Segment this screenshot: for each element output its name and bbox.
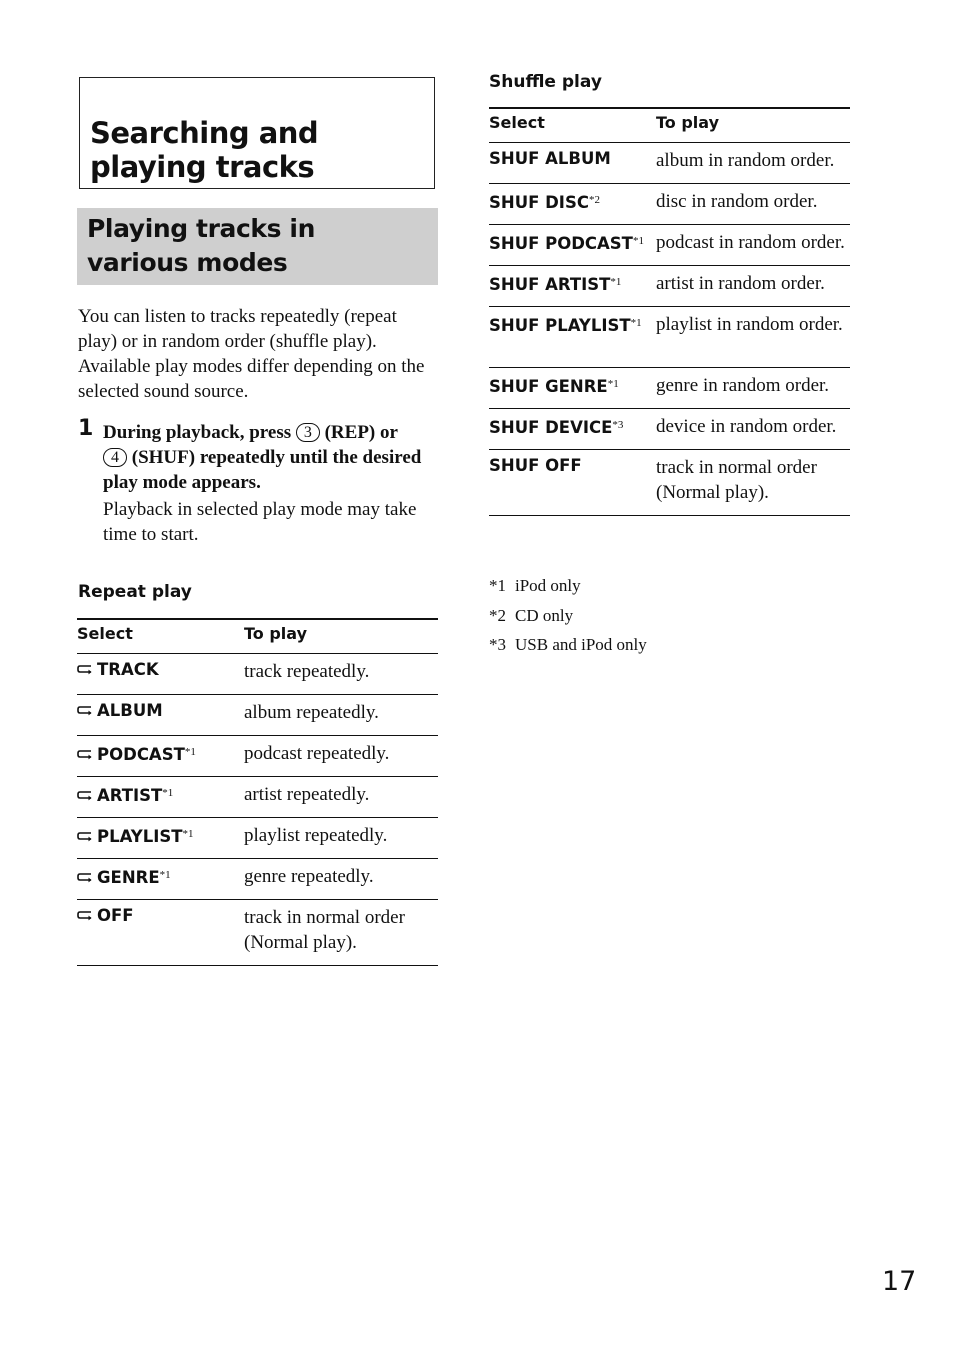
mode-description: podcast repeatedly. bbox=[244, 735, 438, 776]
table-row bbox=[489, 224, 850, 265]
mode-description: artist in random order. bbox=[656, 265, 850, 306]
column-header-select: Select bbox=[489, 108, 656, 142]
page-title: Searching and playing tracks bbox=[90, 116, 319, 184]
footnote-ref: *1 bbox=[630, 316, 642, 329]
mode-description: genre repeatedly. bbox=[244, 858, 438, 899]
repeat-play-table bbox=[77, 618, 438, 966]
mode-label: SHUF GENRE bbox=[489, 376, 608, 396]
repeat-icon bbox=[77, 906, 93, 918]
table-row bbox=[489, 183, 850, 224]
mode-option bbox=[489, 408, 656, 449]
mode-description: playlist in random order. bbox=[656, 306, 850, 367]
footnotes bbox=[489, 576, 647, 665]
mode-option bbox=[77, 899, 244, 965]
mode-label: SHUF PODCAST bbox=[489, 233, 633, 253]
footnote-ref: *3 bbox=[612, 418, 624, 431]
button-4-label: (SHUF) repeatedly until the desired play mode appears. bbox=[103, 447, 422, 493]
mode-option bbox=[77, 653, 244, 694]
button-3-label: (REP) or bbox=[324, 422, 398, 443]
mode-label: SHUF DISC bbox=[489, 192, 589, 212]
step-number: 1 bbox=[78, 416, 94, 441]
footnote-ref: *1 bbox=[632, 234, 644, 247]
table-row bbox=[489, 142, 850, 183]
mode-description: artist repeatedly. bbox=[244, 776, 438, 817]
repeat-play-heading: Repeat play bbox=[78, 582, 192, 602]
repeat-play-rows bbox=[77, 653, 438, 965]
table-row bbox=[77, 653, 438, 694]
column-header-to-play: To play bbox=[656, 108, 850, 142]
title-box bbox=[79, 77, 435, 189]
footnote-ref: *1 bbox=[162, 786, 174, 799]
footnote bbox=[489, 576, 647, 606]
mode-label: SHUF ARTIST bbox=[489, 274, 611, 294]
footnote-text: CD only bbox=[515, 605, 574, 625]
footnote-ref: *1 bbox=[159, 868, 171, 881]
mode-option bbox=[77, 776, 244, 817]
shuffle-play-heading: Shuffle play bbox=[489, 72, 602, 92]
mode-label: SHUF DEVICE bbox=[489, 417, 613, 437]
table-row bbox=[489, 408, 850, 449]
footnote-text: USB and iPod only bbox=[515, 635, 647, 654]
mode-option bbox=[489, 367, 656, 408]
mode-description: album repeatedly. bbox=[244, 694, 438, 735]
footnote-ref: *1 bbox=[184, 745, 196, 758]
footnote-mark: *1 bbox=[489, 576, 506, 595]
mode-label: TRACK bbox=[97, 659, 159, 679]
column-header-select: Select bbox=[77, 619, 244, 653]
step-instruction bbox=[103, 420, 443, 495]
repeat-icon bbox=[77, 660, 93, 672]
button-4-icon: 4 bbox=[103, 448, 127, 467]
footnote-ref: *1 bbox=[607, 377, 619, 390]
footnote-mark: *2 bbox=[489, 605, 506, 625]
column-header-to-play: To play bbox=[244, 619, 438, 653]
footnote-text: iPod only bbox=[515, 576, 581, 595]
table-row bbox=[77, 735, 438, 776]
mode-option bbox=[489, 449, 656, 515]
mode-label: SHUF OFF bbox=[489, 455, 582, 475]
repeat-icon bbox=[77, 701, 93, 713]
mode-description: playlist repeatedly. bbox=[244, 817, 438, 858]
button-3-icon: 3 bbox=[296, 423, 320, 442]
mode-option bbox=[489, 142, 656, 183]
table-row bbox=[77, 776, 438, 817]
table-row bbox=[77, 858, 438, 899]
mode-option bbox=[489, 224, 656, 265]
mode-label: OFF bbox=[97, 905, 134, 925]
mode-label: ARTIST bbox=[97, 785, 163, 805]
table-row bbox=[77, 899, 438, 965]
table-row bbox=[489, 306, 850, 367]
footnote-ref: *1 bbox=[610, 275, 622, 288]
mode-description: disc in random order. bbox=[656, 183, 850, 224]
mode-description: device in random order. bbox=[656, 408, 850, 449]
mode-option bbox=[489, 306, 656, 367]
mode-description: track in normal order (Normal play). bbox=[656, 449, 850, 515]
table-header-row bbox=[77, 619, 438, 653]
mode-option bbox=[77, 694, 244, 735]
mode-option bbox=[77, 735, 244, 776]
step-text-before: During playback, press bbox=[103, 422, 292, 443]
repeat-icon bbox=[77, 745, 93, 757]
mode-option bbox=[489, 265, 656, 306]
mode-option bbox=[489, 183, 656, 224]
repeat-icon bbox=[77, 868, 93, 880]
section-header bbox=[77, 208, 438, 285]
section-title: Playing tracks in various modes bbox=[87, 214, 316, 277]
footnote-ref: *1 bbox=[182, 827, 194, 840]
footnote-mark: *3 bbox=[489, 635, 506, 654]
table-row bbox=[489, 449, 850, 515]
shuffle-play-table bbox=[489, 107, 850, 516]
table-row bbox=[489, 367, 850, 408]
footnote-ref: *2 bbox=[588, 193, 600, 206]
mode-description: podcast in random order. bbox=[656, 224, 850, 265]
table-header-row bbox=[489, 108, 850, 142]
mode-label: GENRE bbox=[97, 867, 160, 887]
mode-description: track repeatedly. bbox=[244, 653, 438, 694]
mode-option bbox=[77, 858, 244, 899]
mode-description: album in random order. bbox=[656, 142, 850, 183]
footnote bbox=[489, 606, 647, 636]
mode-label: SHUF ALBUM bbox=[489, 148, 611, 168]
step-note: Playback in selected play mode may take time to start. bbox=[103, 499, 417, 545]
shuffle-play-rows bbox=[489, 142, 850, 515]
mode-description: track in normal order (Normal play). bbox=[244, 899, 438, 965]
mode-label: SHUF PLAYLIST bbox=[489, 315, 631, 335]
repeat-icon bbox=[77, 786, 93, 798]
mode-label: PLAYLIST bbox=[97, 826, 183, 846]
table-row bbox=[489, 265, 850, 306]
table-row bbox=[77, 817, 438, 858]
mode-label: PODCAST bbox=[97, 744, 185, 764]
mode-description: genre in random order. bbox=[656, 367, 850, 408]
mode-option bbox=[77, 817, 244, 858]
page-number: 17 bbox=[882, 1266, 917, 1297]
intro-paragraph: You can listen to tracks repeatedly (repeat play) or in random order (shuffle play). Available play modes differ depending on the selected sound source. bbox=[78, 306, 425, 402]
mode-label: ALBUM bbox=[97, 700, 163, 720]
table-row bbox=[77, 694, 438, 735]
repeat-icon bbox=[77, 827, 93, 839]
footnote bbox=[489, 635, 647, 665]
